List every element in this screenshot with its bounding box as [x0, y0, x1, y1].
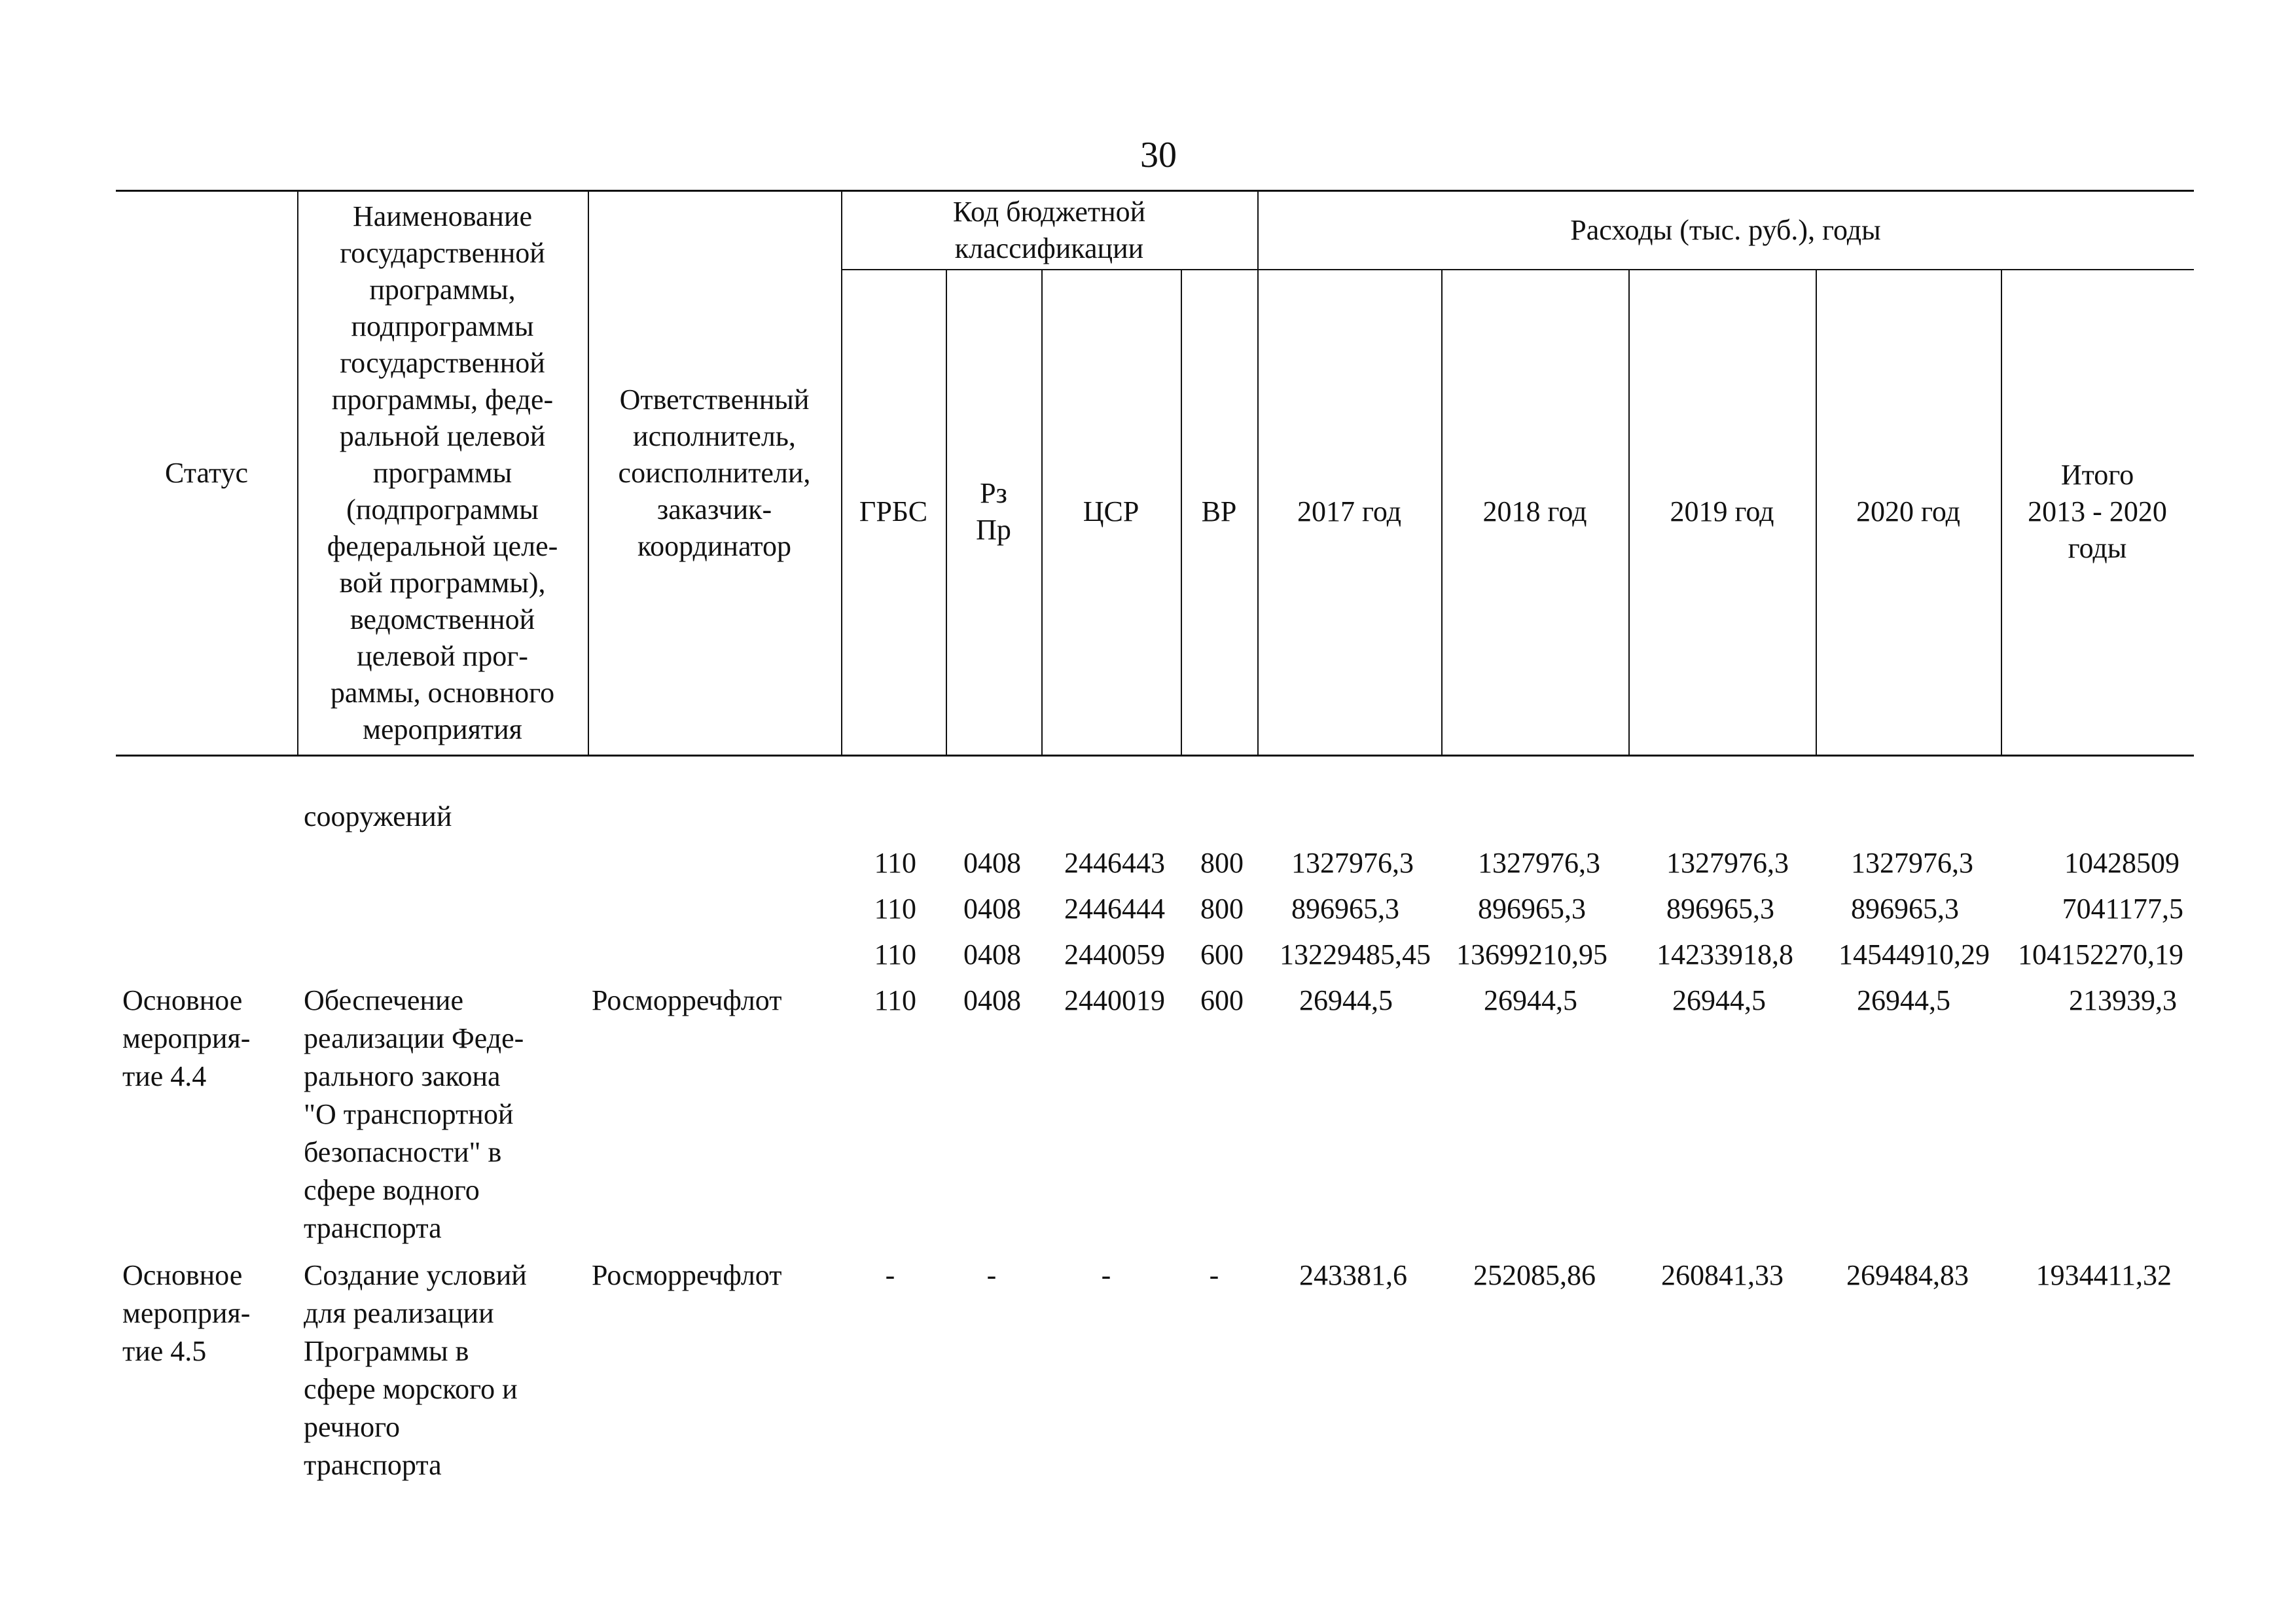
cell-2020: 1327976,3 [1851, 847, 1973, 879]
cell-grbs: 110 [874, 893, 916, 925]
cell-name: Создание условий для реализации Программы в сфере морского и речного транспорта [304, 1259, 527, 1481]
cell-vr: 800 [1200, 893, 1244, 925]
cell-2018: 252085,86 [1473, 1259, 1596, 1291]
cell-2018: 13699210,95 [1456, 938, 1607, 971]
cell-status: Основное мероприя- тие 4.5 [122, 1259, 251, 1367]
cell-vr: - [1209, 1259, 1219, 1291]
cell-csr: 2446444 [1064, 893, 1165, 925]
cell-2019: 14233918,8 [1657, 938, 1793, 971]
cell-2020: 896965,3 [1851, 893, 1959, 925]
header-budget-code: Код бюджетной классификации [952, 196, 1146, 264]
cell-executor: Росморречфлот [592, 984, 782, 1016]
cell-grbs: - [885, 1259, 895, 1291]
cell-2019: 260841,33 [1661, 1259, 1784, 1291]
cell-vr: 600 [1200, 938, 1244, 971]
cell-rzpr: 0408 [963, 893, 1021, 925]
cell-total: 1934411,32 [2036, 1259, 2172, 1291]
cell-2017: 26944,5 [1299, 984, 1393, 1016]
cell-2020: 269484,83 [1846, 1259, 1969, 1291]
header-2017: 2017 год [1297, 495, 1402, 527]
header-name: Наименование государственной программы, подпрограммы государственной программы, феде- ральной целевой программы (подпрограммы федеральной целе- вой программы), ведомственной целевой прог- раммы, основного мероприятия [327, 200, 558, 745]
header-status: Статус [164, 457, 249, 489]
cell-2017: 13229485,45 [1280, 938, 1431, 971]
cell-2017: 896965,3 [1291, 893, 1399, 925]
continuation-text: сооружений [304, 800, 452, 832]
cell-rzpr: 0408 [963, 984, 1021, 1016]
header-2020: 2020 год [1856, 495, 1961, 527]
header-executor: Ответственный исполнитель, соисполнители, заказчик- координатор [618, 383, 811, 562]
cell-csr: - [1101, 1259, 1111, 1291]
cell-vr: 600 [1200, 984, 1244, 1016]
cell-2019: 896965,3 [1666, 893, 1774, 925]
header-grbs: ГРБС [859, 495, 928, 527]
cell-csr: 2440019 [1064, 984, 1165, 1016]
header-2018: 2018 год [1482, 495, 1587, 527]
cell-rzpr: 0408 [963, 847, 1021, 879]
cell-2020: 14544910,29 [1839, 938, 1990, 971]
header-total: Итого 2013 - 2020 годы [2028, 459, 2167, 564]
cell-vr: 800 [1200, 847, 1244, 879]
cell-total: 104152270,19 [2018, 938, 2183, 971]
cell-2018: 26944,5 [1484, 984, 1577, 1016]
cell-2017: 1327976,3 [1291, 847, 1414, 879]
cell-rzpr: - [986, 1259, 997, 1291]
cell-2017: 243381,6 [1299, 1259, 1407, 1291]
cell-grbs: 110 [874, 938, 916, 971]
cell-rzpr: 0408 [963, 938, 1021, 971]
cell-total: 7041177,5 [2062, 893, 2183, 925]
cell-grbs: 110 [874, 847, 916, 879]
cell-status: Основное мероприя- тие 4.4 [122, 984, 251, 1092]
cell-executor: Росморречфлот [592, 1259, 782, 1291]
cell-total: 10428509 [2064, 847, 2179, 879]
cell-name: Обеспечение реализации Феде- рального закона "О транспортной безопасности" в сфере водного транспорта [304, 984, 524, 1244]
header-vr: ВР [1201, 495, 1237, 527]
table-header [116, 190, 2194, 757]
cell-csr: 2446443 [1064, 847, 1165, 879]
cell-csr: 2440059 [1064, 938, 1165, 971]
header-expenses: Расходы (тыс. руб.), годы [1570, 214, 1881, 246]
header-csr: ЦСР [1083, 495, 1139, 527]
cell-grbs: 110 [874, 984, 916, 1016]
cell-2020: 26944,5 [1857, 984, 1950, 1016]
cell-2019: 1327976,3 [1666, 847, 1789, 879]
cell-2018: 1327976,3 [1478, 847, 1600, 879]
header-2019: 2019 год [1670, 495, 1774, 527]
cell-2018: 896965,3 [1478, 893, 1586, 925]
cell-total: 213939,3 [2069, 984, 2177, 1016]
cell-2019: 26944,5 [1672, 984, 1766, 1016]
header-rzpr: Рз Пр [976, 477, 1011, 546]
page-number: 30 [1140, 135, 1177, 175]
